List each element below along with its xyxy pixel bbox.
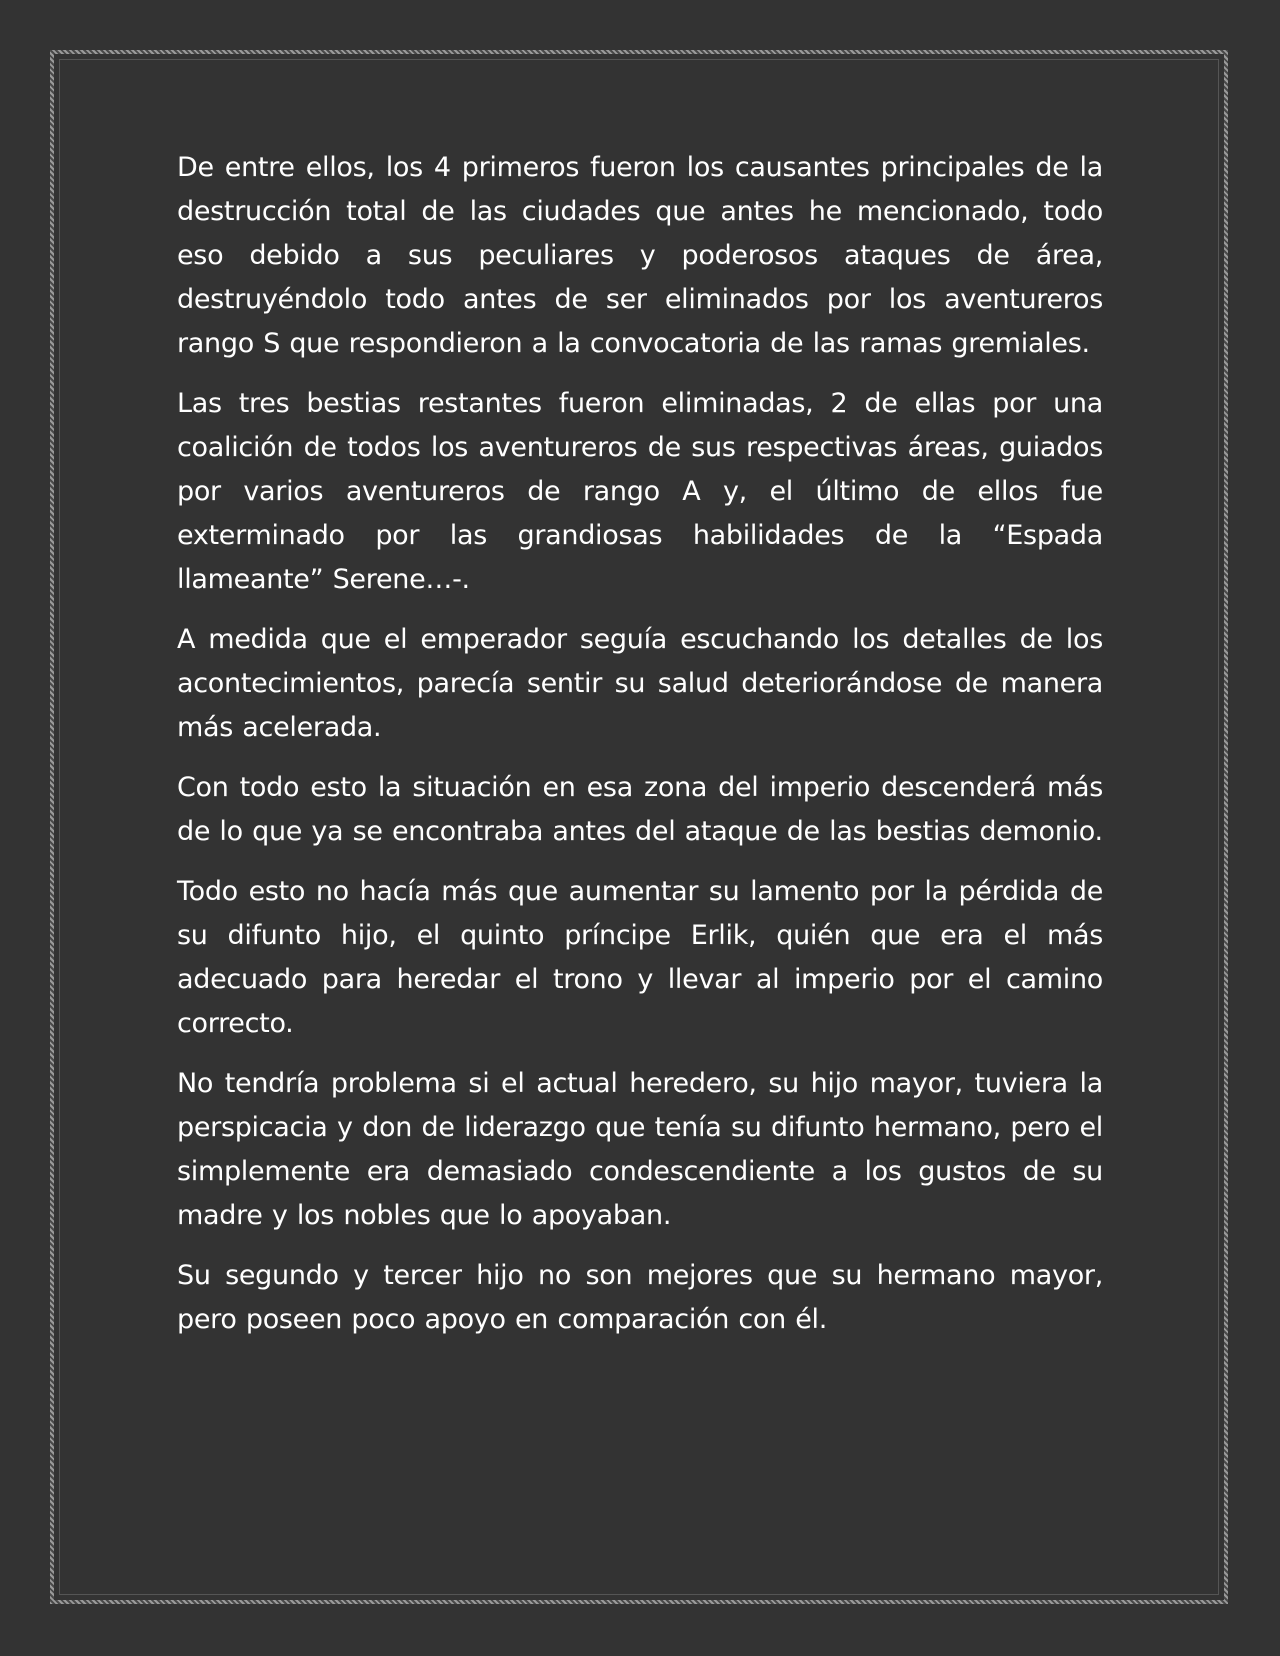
paragraph-4: Con todo esto la situación en esa zona del imperio descenderá más de lo que ya se encontraba antes del ataque de las bestias demonio. (177, 772, 1103, 847)
paragraph-6: No tendría problema si el actual heredero, su hijo mayor, tuviera la perspicacia y don de liderazgo que tenía su difunto hermano, pero el simplemente era demasiado condescendiente a los gustos de su madre y los nobles que lo apoyaban. (177, 1068, 1103, 1231)
paragraph-3: A medida que el emperador seguía escuchando los detalles de los acontecimientos, parecía sentir su salud deteriorándose de manera más acelerada. (177, 624, 1103, 743)
paragraph-7: Su segundo y tercer hijo no son mejores que su hermano mayor, pero poseen poco apoyo en comparación con él. (177, 1260, 1103, 1335)
paragraph-5: Todo esto no hacía más que aumentar su lamento por la pérdida de su difunto hijo, el quinto príncipe Erlik, quién que era el más adecuado para heredar el trono y llevar al imperio por el camino correcto. (177, 876, 1103, 1039)
text-column (177, 146, 1103, 1358)
paragraph-1: De entre ellos, los 4 primeros fueron los causantes principales de la destrucción total de las ciudades que antes he mencionado, todo eso debido a sus peculiares y poderosos ataques de área, destruyéndolo todo antes de ser eliminados por los aventureros rango S que respondieron a la convocatoria de las ramas gremiales. (177, 152, 1103, 359)
paragraph-2: Las tres bestias restantes fueron eliminadas, 2 de ellas por una coalición de todos los aventureros de sus respectivas áreas, guiados por varios aventureros de rango A y, el último de ellos fue exterminado por las grandiosas habilidades de la “Espada llameante” Serene…-. (177, 388, 1103, 595)
